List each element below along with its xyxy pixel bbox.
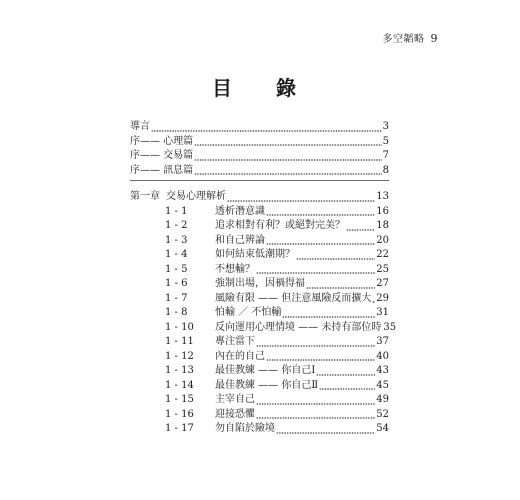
front-entry[interactable] bbox=[130, 149, 389, 164]
section-number: 1 - 1 bbox=[165, 205, 188, 217]
section-entry[interactable] bbox=[130, 292, 389, 307]
section-title: 追求相對有利？或絕對完美？ bbox=[215, 220, 345, 231]
chapter-number: 第一章 bbox=[130, 191, 160, 202]
section-entry[interactable] bbox=[130, 408, 389, 423]
section-heading bbox=[130, 408, 255, 423]
chapter-title: 交易心理解析 bbox=[166, 191, 226, 202]
section-heading bbox=[130, 393, 255, 408]
section-heading bbox=[130, 321, 381, 336]
front-entry[interactable] bbox=[130, 164, 389, 179]
section-heading bbox=[130, 234, 265, 249]
section-entry[interactable] bbox=[130, 379, 389, 394]
dot-leader bbox=[194, 173, 381, 175]
section-title: 強制出場，因禍得福 bbox=[215, 278, 305, 289]
section-heading bbox=[130, 379, 318, 394]
dot-leader bbox=[276, 432, 375, 434]
entry-page: 35 bbox=[383, 321, 397, 333]
section-title: 風險有限 —— 但注意風險反而擴大 bbox=[215, 292, 372, 304]
section-number: 1 - 11 bbox=[165, 336, 194, 347]
section-title: 透析潛意識 bbox=[215, 205, 265, 217]
entry-page: 43 bbox=[376, 365, 389, 376]
section-title: 怕輸 ／ 不怕輸 bbox=[215, 307, 282, 318]
dot-leader bbox=[266, 359, 375, 361]
section-heading bbox=[130, 292, 371, 307]
entry-page: 54 bbox=[376, 423, 389, 434]
chapter-entry[interactable] bbox=[130, 190, 389, 205]
section-entry[interactable] bbox=[130, 248, 389, 263]
section-heading bbox=[130, 219, 345, 234]
section-number: 1 - 13 bbox=[165, 365, 194, 376]
section-heading bbox=[130, 364, 315, 379]
dot-leader bbox=[282, 316, 375, 318]
entry-label: 序—— 訊息篇 bbox=[130, 164, 194, 176]
entry-page: 18 bbox=[376, 220, 389, 231]
entry-page: 8 bbox=[382, 164, 389, 176]
entry-page: 16 bbox=[376, 205, 389, 217]
section-heading bbox=[130, 248, 295, 263]
dot-leader bbox=[266, 243, 375, 245]
section-title: 如何結束低潮期？ bbox=[215, 249, 295, 260]
dot-leader bbox=[194, 159, 381, 161]
dot-leader bbox=[194, 144, 381, 146]
section-title: 最佳教練 —— 你自己Ⅱ bbox=[215, 379, 319, 391]
section-heading bbox=[130, 335, 255, 350]
divider bbox=[130, 180, 389, 181]
entry-page: 29 bbox=[376, 292, 389, 304]
section-title: 最佳教練 —— 你自己Ⅰ bbox=[215, 365, 316, 376]
section-title: 反向運用心理情境 —— 未持有部位時 bbox=[215, 321, 382, 333]
entry-page: 3 bbox=[382, 121, 389, 132]
dot-leader bbox=[306, 287, 375, 289]
dot-leader bbox=[296, 258, 375, 260]
entry-page: 40 bbox=[376, 350, 389, 362]
entry-page: 22 bbox=[376, 249, 389, 260]
section-heading bbox=[130, 263, 255, 278]
entry-page: 27 bbox=[376, 278, 389, 289]
front-matter-list bbox=[130, 120, 389, 178]
page-number: 9 bbox=[430, 32, 438, 45]
section-list bbox=[130, 205, 397, 437]
section-entry[interactable] bbox=[130, 321, 397, 336]
section-number: 1 - 6 bbox=[165, 278, 188, 289]
section-title: 內在的自己 bbox=[215, 350, 265, 362]
entry-page: 25 bbox=[376, 263, 389, 275]
section-entry[interactable] bbox=[130, 205, 389, 220]
entry-page: 52 bbox=[376, 408, 389, 420]
section-number: 1 - 15 bbox=[165, 394, 194, 405]
section-number: 1 - 7 bbox=[165, 292, 188, 304]
section-entry[interactable] bbox=[130, 219, 389, 234]
entry-label: 序—— 交易篇 bbox=[130, 150, 194, 161]
dot-leader bbox=[316, 374, 375, 376]
section-number: 1 - 12 bbox=[165, 350, 194, 362]
section-entry[interactable] bbox=[130, 393, 389, 408]
running-header bbox=[383, 30, 439, 45]
dot-leader bbox=[346, 229, 375, 231]
entry-page: 31 bbox=[376, 307, 389, 318]
entry-label: 導言 bbox=[130, 121, 150, 132]
section-number: 1 - 14 bbox=[165, 379, 194, 391]
section-heading bbox=[130, 350, 265, 365]
page-title: 目 錄 bbox=[212, 76, 308, 100]
section-entry[interactable] bbox=[130, 263, 389, 278]
entry-page: 45 bbox=[376, 379, 389, 391]
dot-leader bbox=[151, 130, 382, 132]
section-title: 專注當下 bbox=[215, 336, 255, 347]
section-title: 迎接恐懼 bbox=[215, 408, 255, 420]
section-number: 1 - 16 bbox=[165, 408, 194, 420]
section-entry[interactable] bbox=[130, 364, 389, 379]
section-number: 1 - 8 bbox=[165, 307, 188, 318]
section-number: 1 - 10 bbox=[165, 321, 194, 333]
section-number: 1 - 2 bbox=[165, 220, 188, 231]
dot-leader bbox=[227, 200, 375, 202]
section-entry[interactable] bbox=[130, 277, 389, 292]
section-heading bbox=[130, 277, 305, 292]
section-title: 主宰自己 bbox=[215, 394, 255, 405]
entry-label: 序—— 心理篇 bbox=[130, 135, 194, 147]
section-heading bbox=[130, 306, 281, 321]
dot-leader bbox=[256, 417, 375, 419]
section-heading bbox=[130, 205, 265, 220]
chapter-list bbox=[130, 190, 397, 437]
dot-leader bbox=[256, 403, 375, 405]
section-title: 勿自陷於險境 bbox=[215, 423, 275, 434]
section-entry[interactable] bbox=[130, 422, 389, 437]
entry-page: 49 bbox=[376, 394, 389, 405]
chapter-heading bbox=[130, 190, 226, 205]
dot-leader bbox=[319, 388, 375, 390]
entry-page: 7 bbox=[382, 150, 389, 161]
entry-page: 20 bbox=[376, 234, 389, 246]
section-number: 1 - 17 bbox=[165, 423, 194, 434]
section-entry[interactable] bbox=[130, 306, 389, 321]
section-heading bbox=[130, 422, 275, 437]
entry-page: 37 bbox=[376, 336, 389, 347]
section-entry[interactable] bbox=[130, 350, 389, 365]
book-title: 多空韜略 bbox=[382, 34, 425, 45]
dot-leader bbox=[372, 301, 375, 303]
front-entry[interactable] bbox=[130, 120, 389, 135]
section-number: 1 - 5 bbox=[165, 263, 188, 275]
entry-page: 5 bbox=[382, 135, 389, 147]
front-entry[interactable] bbox=[130, 135, 389, 150]
chapter-page: 13 bbox=[376, 191, 389, 202]
section-title: 不想輸？ bbox=[215, 263, 255, 275]
section-number: 1 - 4 bbox=[165, 249, 188, 260]
dot-leader bbox=[256, 272, 375, 274]
dot-leader bbox=[256, 345, 375, 347]
section-number: 1 - 3 bbox=[165, 234, 188, 246]
section-title: 和自己辨論 bbox=[215, 234, 265, 246]
section-entry[interactable] bbox=[130, 234, 389, 249]
dot-leader bbox=[266, 214, 375, 216]
section-entry[interactable] bbox=[130, 335, 389, 350]
